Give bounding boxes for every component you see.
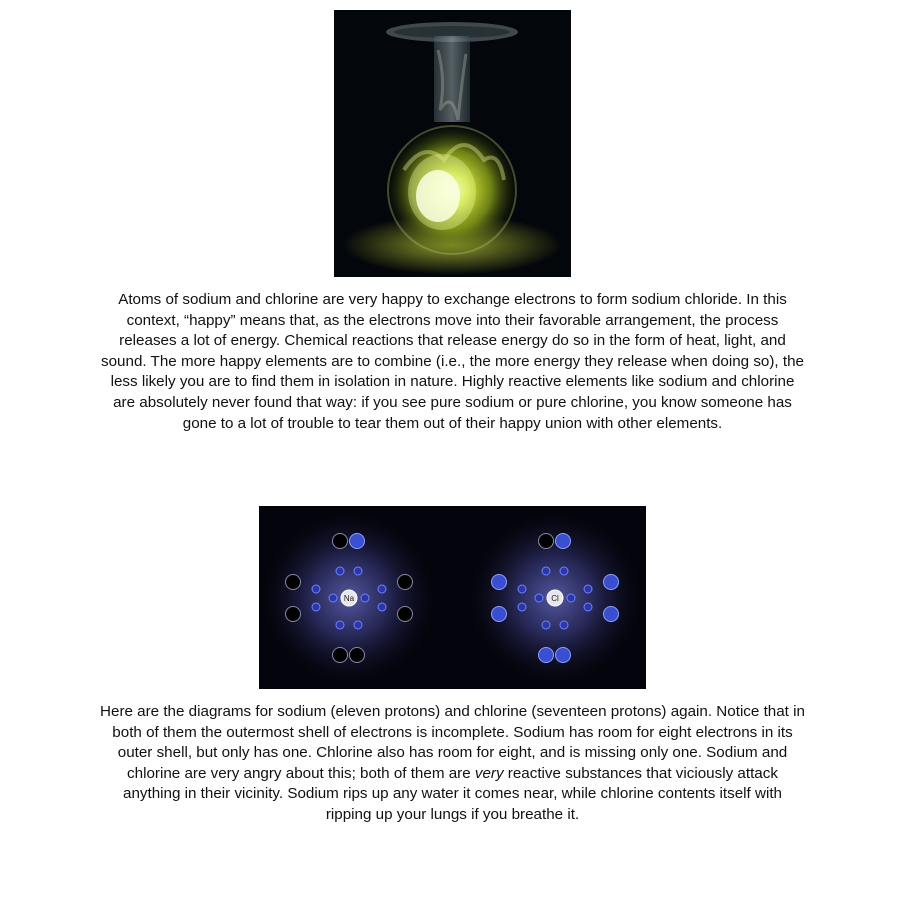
inner-electron bbox=[354, 621, 362, 629]
empty-electron-slot bbox=[286, 575, 301, 590]
inner-electron bbox=[542, 567, 550, 575]
outer-electron bbox=[350, 534, 365, 549]
empty-electron-slot bbox=[333, 648, 348, 663]
inner-electron bbox=[567, 594, 575, 602]
outer-electron bbox=[539, 648, 554, 663]
inner-electron bbox=[312, 585, 320, 593]
inner-electron bbox=[584, 603, 592, 611]
empty-electron-slot bbox=[333, 534, 348, 549]
empty-electron-slot bbox=[398, 607, 413, 622]
intro-paragraph: Atoms of sodium and chlorine are very happy to exchange electrons to form sodium chloride. In this context, “happy” means that, as the electrons move into their favorable arrangement, the process releases a lot of energy. Chemical reactions that release energy do so in the form of heat, light, and sound. The more happy elements are to combine (i.e., the more energy they release when doing so), the less likely you are to find them in isolation in nature. Highly reactive elements like sodium and chlorine are absolutely never found that way: if you see pure sodium or pure chlorine, you know someone has gone to a lot of trouble to tear them out of their happy union with other elements. bbox=[101, 291, 804, 432]
empty-electron-slot bbox=[350, 648, 365, 663]
inner-electron bbox=[560, 621, 568, 629]
element-symbol: Na bbox=[343, 594, 355, 603]
inner-electron bbox=[329, 594, 337, 602]
empty-electron-slot bbox=[539, 534, 554, 549]
outer-electron bbox=[604, 607, 619, 622]
flask-photo bbox=[334, 10, 571, 277]
outer-electron bbox=[492, 607, 507, 622]
inner-electron bbox=[542, 621, 550, 629]
outer-electron bbox=[556, 648, 571, 663]
atom-diagrams bbox=[259, 506, 646, 689]
inner-electron bbox=[518, 603, 526, 611]
inner-electron bbox=[584, 585, 592, 593]
outer-electron bbox=[492, 575, 507, 590]
inner-electron bbox=[378, 603, 386, 611]
inner-electron bbox=[378, 585, 386, 593]
empty-electron-slot bbox=[398, 575, 413, 590]
paragraph2-text-after: reactive substances that viciously attack anything in their vicinity. Sodium rips up any water it comes near, while chlorine contents itself with ripping up your lungs if you breathe it. bbox=[123, 764, 782, 823]
outer-electron bbox=[604, 575, 619, 590]
paragraph2-emphasis: very bbox=[474, 764, 504, 782]
inner-electron bbox=[361, 594, 369, 602]
empty-electron-slot bbox=[286, 607, 301, 622]
element-symbol: Cl bbox=[551, 594, 559, 603]
inner-electron bbox=[336, 567, 344, 575]
outer-electron bbox=[556, 534, 571, 549]
inner-electron bbox=[354, 567, 362, 575]
inner-electron bbox=[336, 621, 344, 629]
atom-diagram-svg bbox=[259, 506, 646, 689]
paragraph2-text-before: Here are the diagrams for sodium (eleven protons) and chlorine (seventeen protons) again. Notice that in both of them the outermost shell of electrons is incomplete. Sodium has room for eight electrons in its outer shell, but only has one. Chlorine also has room for eight, and is missing only one. Sodium and chlorine are very angry about this; both of them are bbox=[100, 703, 805, 782]
flask-illustration bbox=[334, 10, 571, 277]
inner-electron bbox=[560, 567, 568, 575]
inner-electron bbox=[535, 594, 543, 602]
diagram-paragraph bbox=[100, 702, 805, 826]
inner-electron bbox=[518, 585, 526, 593]
inner-electron bbox=[312, 603, 320, 611]
